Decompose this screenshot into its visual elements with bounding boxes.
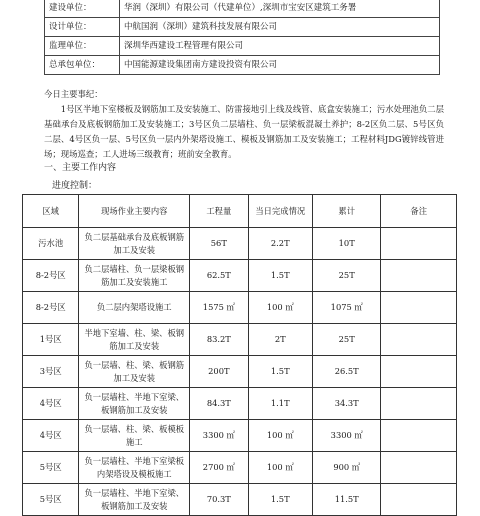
table-row — [23, 452, 457, 484]
cell-daily: 100 ㎡ — [248, 452, 312, 484]
table-row — [23, 260, 457, 292]
cell-work: 半地下室墙、柱、梁、板钢筋加工及安装 — [79, 324, 190, 356]
project-info-table — [44, 0, 440, 75]
info-row — [45, 56, 440, 75]
cell-quantity: 200T — [190, 356, 248, 388]
cell-work: 负二层墙柱、负一层梁板钢筋加工及安装施工 — [79, 260, 190, 292]
header-work: 现场作业主要内容 — [79, 195, 190, 228]
cell-total: 25T — [312, 324, 380, 356]
section-main-work: 一、主要工作内容 — [44, 163, 117, 173]
info-key: 总承包单位： — [45, 56, 120, 75]
cell-quantity: 56T — [190, 228, 248, 260]
cell-area: 4号区 — [23, 388, 79, 420]
cell-quantity: 1575 ㎡ — [190, 292, 248, 324]
cell-work: 负二层内架塔设施工 — [79, 292, 190, 324]
cell-quantity: 84.3T — [190, 388, 248, 420]
cell-total: 34.3T — [312, 388, 380, 420]
notes-line: 1号区半地下室楼板及钢筋加工及安装施工、防雷接地引上线及线管、底盒安装施工；污水处理池负二层基础承台及底板钢筋加工及安装施工；3号区负二层墙柱、负一层梁板混凝土养护；8-2区负二层、5号区负二层、4号区负一层、5号区负一层内外架塔设施工、模板及钢筋加工及安装施工；工程材料JDG镀锌线管进场；现场巡查；工人进场三级教育；班前安全教育。 — [44, 104, 444, 159]
cell-note — [381, 452, 457, 484]
cell-quantity: 62.5T — [190, 260, 248, 292]
header-daily: 当日完成情况 — [248, 195, 312, 228]
cell-daily: 2T — [248, 324, 312, 356]
cell-total: 26.5T — [312, 356, 380, 388]
cell-note — [381, 260, 457, 292]
progress-table — [22, 194, 457, 516]
table-row — [23, 484, 457, 516]
info-value: 中航国润（深圳）建筑科技发展有限公司 — [120, 18, 440, 37]
cell-quantity: 2700 ㎡ — [190, 452, 248, 484]
cell-daily: 100 ㎡ — [248, 292, 312, 324]
cell-area: 4号区 — [23, 420, 79, 452]
table-row — [23, 420, 457, 452]
cell-work: 负一层墙柱、半地下室梁板内架塔设及模板施工 — [79, 452, 190, 484]
cell-total: 10T — [312, 228, 380, 260]
cell-daily: 1.5T — [248, 356, 312, 388]
cell-work: 负二层基础承台及底板钢筋加工及安装 — [79, 228, 190, 260]
cell-daily: 1.5T — [248, 260, 312, 292]
table-row — [23, 228, 457, 260]
header-total: 累计 — [312, 195, 380, 228]
info-value: 华润（深圳）有限公司（代建单位）,深圳市宝安区建筑工务署 — [120, 0, 440, 18]
cell-note — [381, 388, 457, 420]
cell-work: 负一层墙、柱、梁、板模板施工 — [79, 420, 190, 452]
table-header-row — [23, 195, 457, 228]
cell-total: 25T — [312, 260, 380, 292]
info-key: 监理单位： — [45, 37, 120, 56]
info-row — [45, 0, 440, 18]
cell-total: 1075 ㎡ — [312, 292, 380, 324]
cell-daily: 1.1T — [248, 388, 312, 420]
info-value: 中国能源建设集团南方建设投资有限公司 — [120, 56, 440, 75]
cell-area: 8-2号区 — [23, 292, 79, 324]
cell-total: 3300 ㎡ — [312, 420, 380, 452]
cell-work: 负一层墙柱、半地下室梁、板钢筋加工及安装 — [79, 388, 190, 420]
cell-area: 8-2号区 — [23, 260, 79, 292]
cell-work: 负一层墙柱、半地下室梁、板钢筋加工及安装 — [79, 484, 190, 516]
notes-title: 今日主要事纪： — [44, 89, 103, 99]
section-progress-control: 进度控制： — [52, 181, 98, 191]
cell-quantity: 83.2T — [190, 324, 248, 356]
cell-area: 1号区 — [23, 324, 79, 356]
cell-note — [381, 420, 457, 452]
cell-total: 900 ㎡ — [312, 452, 380, 484]
header-note: 备注 — [381, 195, 457, 228]
cell-area: 3号区 — [23, 356, 79, 388]
info-row — [45, 37, 440, 56]
cell-quantity: 70.3T — [190, 484, 248, 516]
cell-area: 5号区 — [23, 484, 79, 516]
daily-notes — [44, 87, 444, 162]
header-quantity: 工程量 — [190, 195, 248, 228]
info-value: 深圳华西建设工程管理有限公司 — [120, 37, 440, 56]
cell-work: 负一层墙、柱、梁、板钢筋加工及安装 — [79, 356, 190, 388]
cell-area: 5号区 — [23, 452, 79, 484]
cell-quantity: 3300 ㎡ — [190, 420, 248, 452]
cell-daily: 1.5T — [248, 484, 312, 516]
cell-area: 污水池 — [23, 228, 79, 260]
info-key: 建设单位： — [45, 0, 120, 18]
cell-note — [381, 292, 457, 324]
cell-note — [381, 324, 457, 356]
table-row — [23, 356, 457, 388]
cell-note — [381, 484, 457, 516]
table-row — [23, 388, 457, 420]
table-row — [23, 292, 457, 324]
info-row — [45, 18, 440, 37]
cell-note — [381, 356, 457, 388]
cell-daily: 100 ㎡ — [248, 420, 312, 452]
info-key: 设计单位： — [45, 18, 120, 37]
cell-daily: 2.2T — [248, 228, 312, 260]
header-area: 区域 — [23, 195, 79, 228]
cell-total: 11.5T — [312, 484, 380, 516]
cell-note — [381, 228, 457, 260]
table-row — [23, 324, 457, 356]
